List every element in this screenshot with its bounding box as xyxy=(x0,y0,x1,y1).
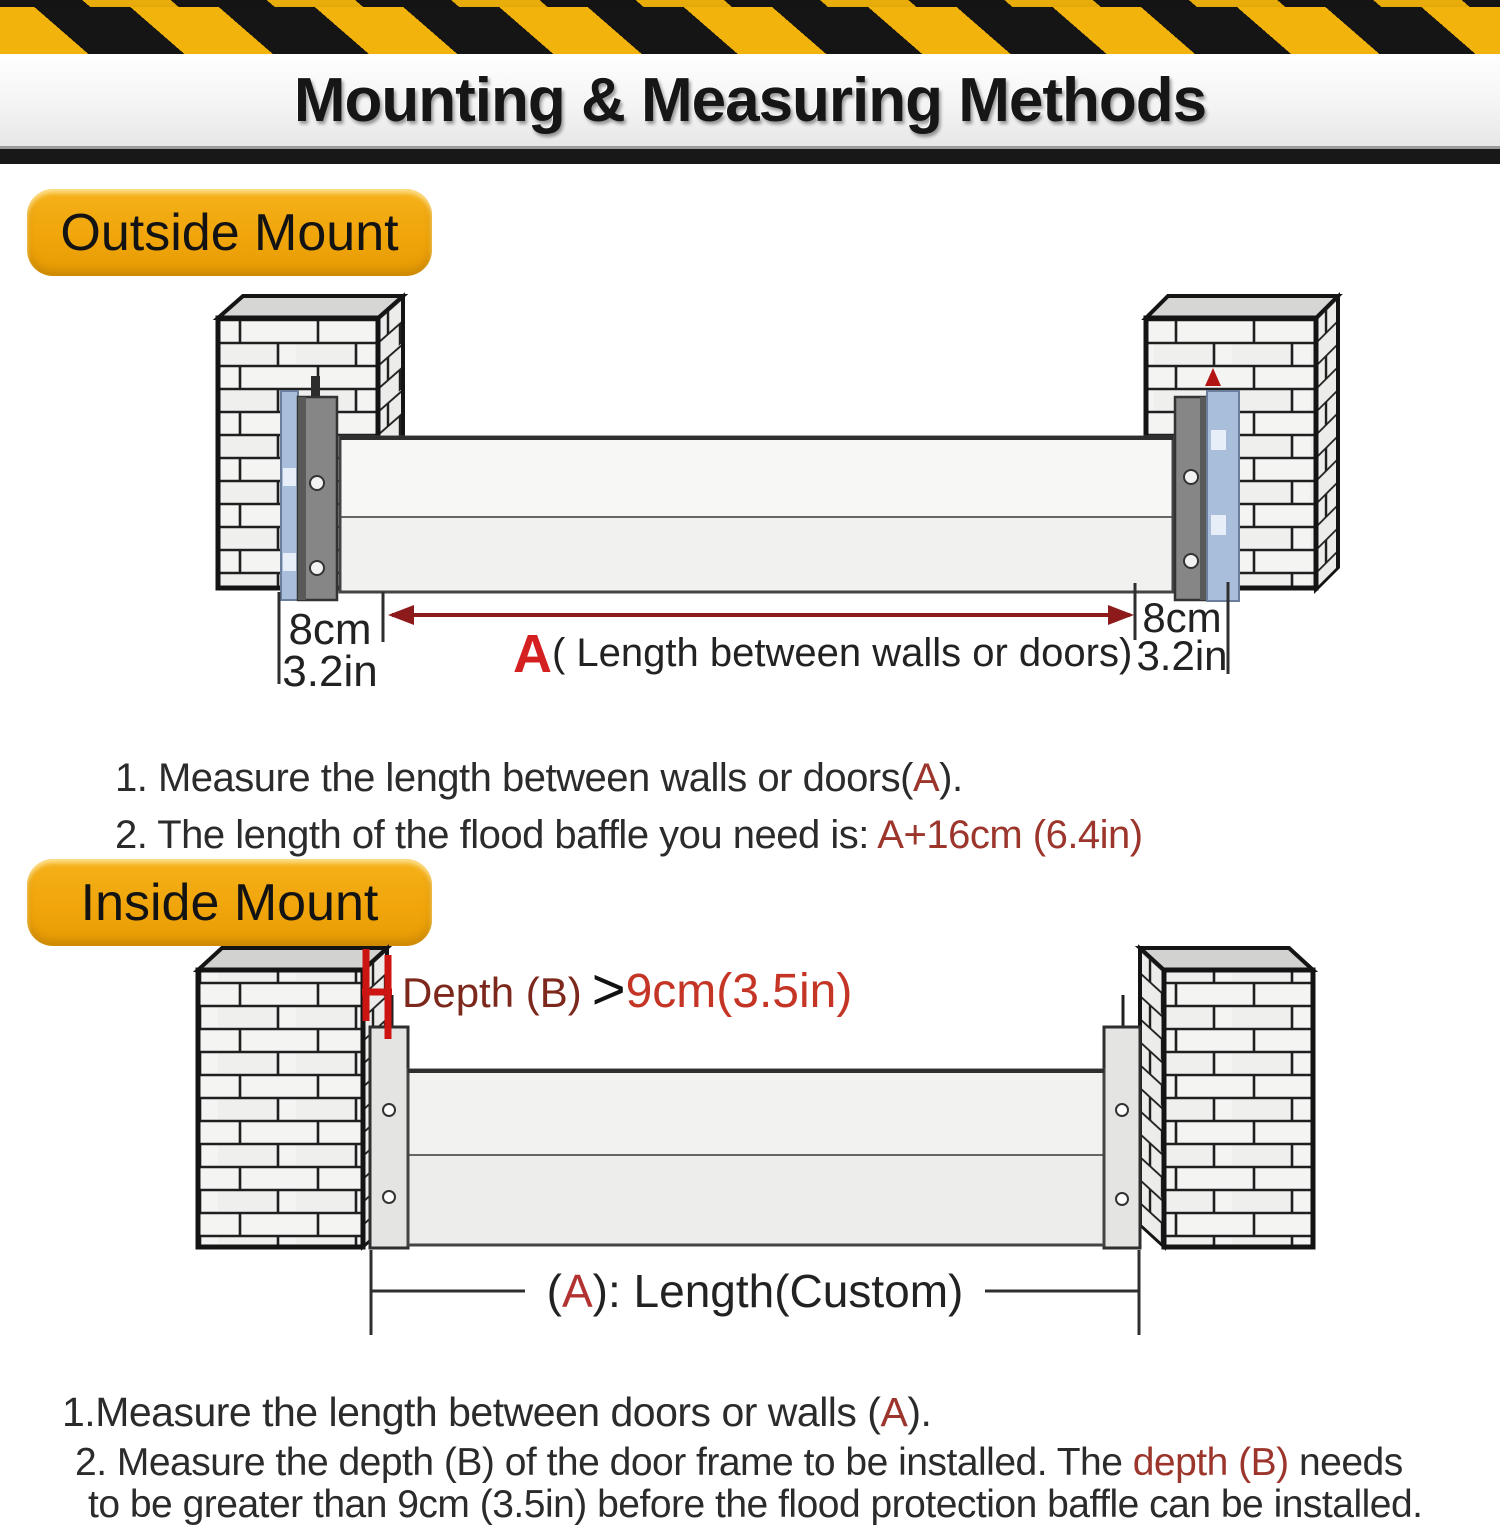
strip-slot xyxy=(1211,430,1226,450)
screw-hole xyxy=(1184,554,1198,568)
title-band xyxy=(0,54,1500,146)
left-offset-in-label: 3.2in xyxy=(282,647,378,696)
screw-hole xyxy=(1184,470,1198,484)
right-offset-in-label: 3.2in xyxy=(1136,632,1228,679)
screw-hole xyxy=(383,1104,395,1116)
custom-length-label: (A): Length(Custom) xyxy=(546,1265,964,1317)
hazard-stripe-band xyxy=(0,7,1500,54)
outside-mount-badge-label: Outside Mount xyxy=(60,203,399,262)
inside-step-2-line-1: 2. Measure the depth (B) of the door frame to be installed. The depth (B) needs xyxy=(75,1441,1403,1484)
arrowhead-left-icon xyxy=(388,605,414,625)
outside-right-mount-channel xyxy=(1175,368,1239,601)
screw-hole xyxy=(310,561,324,575)
flood-barrier-panel xyxy=(408,1070,1104,1245)
header-divider-bar xyxy=(0,146,1500,164)
arrowhead-right-icon xyxy=(1108,605,1134,625)
outside-mount-badge xyxy=(27,189,432,276)
inside-mount-badge-label: Inside Mount xyxy=(80,873,379,932)
right-offset-cm-label: 8cm xyxy=(1142,594,1222,641)
outside-step-2: 2. The length of the flood baffle you need is: A+16cm (6.4in) xyxy=(115,813,1143,857)
inside-step-2-line-2: to be greater than 9cm (3.5in) before the flood protection baffle can be installed. xyxy=(88,1483,1423,1526)
length-arrow xyxy=(388,605,1134,625)
length-a-label: A( Length between walls or doors) xyxy=(513,624,1133,684)
page-title: Mounting & Measuring Methods xyxy=(293,65,1207,135)
strip-slot xyxy=(1211,515,1226,535)
strip-slot xyxy=(283,553,296,571)
screw-hole xyxy=(1116,1193,1128,1205)
inside-left-brick-pillar xyxy=(198,948,387,1247)
outside-mount-diagram xyxy=(140,272,1410,702)
flood-barrier-panel xyxy=(340,437,1173,592)
inside-right-brick-pillar xyxy=(1140,948,1313,1247)
inside-right-mount-channel xyxy=(1104,995,1140,1248)
inside-step-1: 1.Measure the length between doors or walls (A). xyxy=(62,1389,932,1435)
outside-left-mount-channel xyxy=(281,376,337,600)
outside-step-1: 1. Measure the length between walls or doors(A). xyxy=(115,756,963,800)
screw-hole xyxy=(383,1191,395,1203)
screw-hole xyxy=(310,476,324,490)
inside-mount-badge xyxy=(27,859,432,946)
left-offset-cm-label: 8cm xyxy=(288,605,372,654)
inside-mount-diagram xyxy=(140,935,1410,1345)
depth-label: Depth (B) >9cm(3.5in) xyxy=(402,957,853,1022)
strip-slot xyxy=(283,468,296,486)
screw-hole xyxy=(1116,1104,1128,1116)
